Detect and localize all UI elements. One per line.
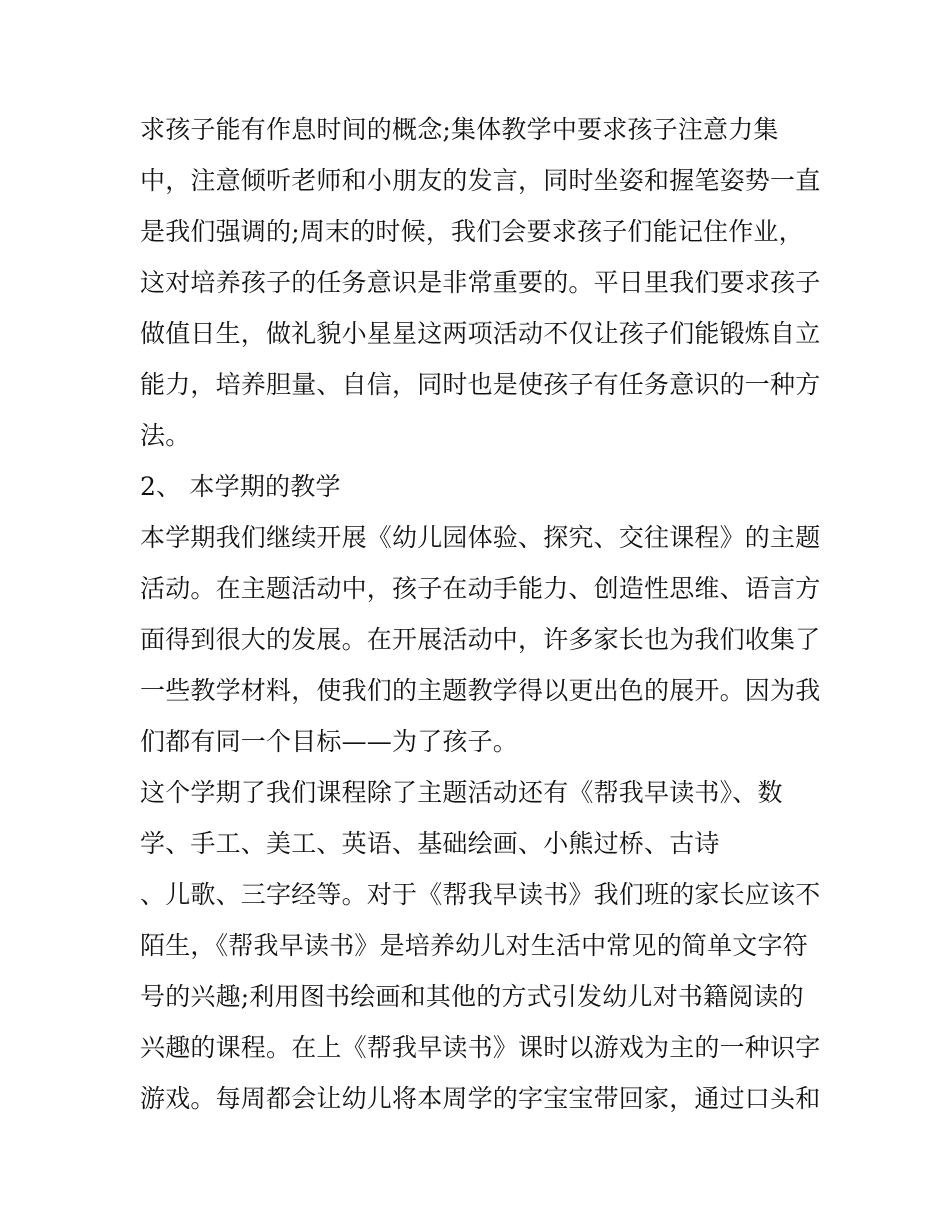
text-line: 这对培养孩子的任务意识是非常重要的。平日里我们要求孩子 bbox=[140, 268, 821, 297]
text-line: 、儿歌、三字经等。对于《帮我早读书》我们班的家长应该不 bbox=[140, 880, 821, 909]
text-line: 是我们强调的;周末的时候，我们会要求孩子们能记住作业， bbox=[140, 217, 804, 246]
text-line: 这个学期了我们课程除了主题活动还有《帮我早读书》、数 bbox=[140, 778, 783, 807]
text-line: 做值日生，做礼貌小星星这两项活动不仅让孩子们能锻炼自立 bbox=[140, 319, 821, 348]
text-line: 活动。在主题活动中，孩子在动手能力、创造性思维、语言方 bbox=[140, 574, 821, 603]
section-heading: 2、 本学期的教学 bbox=[140, 472, 341, 501]
text-line: 本学期我们继续开展《幼儿园体验、探究、交往课程》的主题 bbox=[140, 523, 821, 552]
text-line: 学、手工、美工、英语、基础绘画、小熊过桥、古诗 bbox=[140, 829, 720, 858]
text-line: 们都有同一个目标——为了孩子。 bbox=[140, 727, 519, 756]
text-line: 能力，培养胆量、自信，同时也是使孩子有任务意识的一种方 bbox=[140, 370, 821, 399]
text-line: 中，注意倾听老师和小朋友的发言，同时坐姿和握笔姿势一直 bbox=[140, 166, 821, 195]
text-line: 一些教学材料，使我们的主题教学得以更出色的展开。因为我 bbox=[140, 676, 821, 705]
text-line: 求孩子能有作息时间的概念;集体教学中要求孩子注意力集 bbox=[140, 115, 779, 144]
text-line: 陌生，《帮我早读书》是培养幼儿对生活中常见的简单文字符 bbox=[140, 931, 808, 960]
text-line: 号的兴趣;利用图书绘画和其他的方式引发幼儿对书籍阅读的 bbox=[140, 982, 804, 1011]
text-line: 兴趣的课程。在上《帮我早读书》课时以游戏为主的一种识字 bbox=[140, 1033, 821, 1062]
text-line: 面得到很大的发展。在开展活动中，许多家长也为我们收集了 bbox=[140, 625, 821, 654]
text-line: 法。 bbox=[140, 421, 191, 450]
text-line: 游戏。每周都会让幼儿将本周学的字宝宝带回家，通过口头和 bbox=[140, 1084, 821, 1113]
